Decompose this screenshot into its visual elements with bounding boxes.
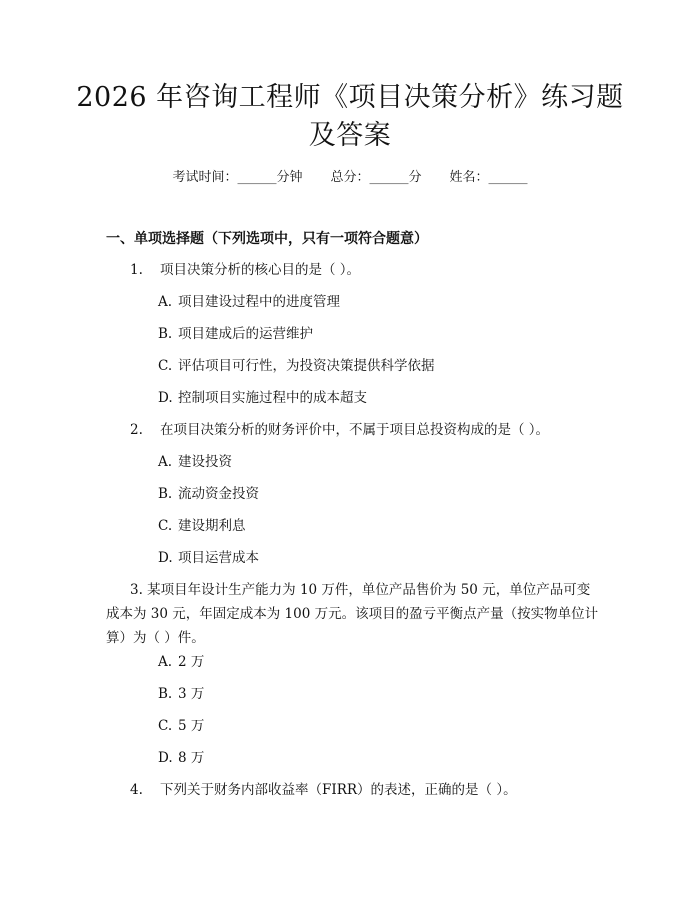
option-text: 项目运营成本	[178, 550, 259, 566]
option-letter: D.	[158, 550, 173, 566]
option-text: 项目建设过程中的进度管理	[178, 294, 340, 310]
question-1-option-b	[158, 323, 313, 345]
question-2-option-c	[158, 515, 246, 537]
question-1-option-d	[158, 387, 367, 409]
option-letter: C.	[158, 358, 173, 374]
option-letter: B.	[158, 326, 173, 342]
exam-time-label: 考试时间：______分钟	[172, 170, 303, 185]
option-text: 流动资金投资	[178, 486, 259, 502]
document-title-line-1: 2026 年咨询工程师《项目决策分析》练习题	[76, 82, 624, 113]
option-letter: D.	[158, 750, 173, 766]
question-1-option-a	[158, 291, 340, 313]
option-text: 2 万	[178, 654, 205, 670]
option-letter: A.	[158, 294, 173, 310]
option-text: 建设投资	[178, 454, 232, 470]
option-letter: D.	[158, 390, 173, 406]
question-number: 1.	[130, 262, 143, 278]
section-heading-single-choice: 一、单项选择题（下列选项中，只有一项符合题意）	[106, 231, 428, 247]
question-1-option-c	[158, 355, 435, 377]
name-label: 姓名：______	[449, 170, 528, 185]
option-letter: C.	[158, 718, 173, 734]
question-2-option-a	[158, 451, 232, 473]
document-title-line-2: 及答案	[308, 120, 392, 151]
option-text: 5 万	[178, 718, 205, 734]
option-letter: B.	[158, 486, 173, 502]
question-text: 成本为 30 元，年固定成本为 100 万元。该项目的盈亏平衡点产量（按实物单位计	[106, 606, 599, 622]
option-text: 建设期利息	[178, 518, 246, 534]
total-score-label: 总分：______分	[330, 170, 422, 185]
option-letter: C.	[158, 518, 173, 534]
option-text: 项目建成后的运营维护	[178, 326, 313, 342]
question-text: 项目决策分析的核心目的是（ ）。	[160, 262, 361, 278]
question-3-option-a	[158, 651, 204, 673]
option-text: 控制项目实施过程中的成本超支	[178, 390, 367, 406]
question-3-option-d	[158, 747, 204, 769]
option-text: 8 万	[178, 750, 205, 766]
question-number: 2.	[130, 422, 143, 438]
option-text: 3 万	[178, 686, 205, 702]
question-3-option-c	[158, 715, 204, 737]
question-3-option-b	[158, 683, 204, 705]
option-letter: A.	[158, 654, 173, 670]
option-letter: B.	[158, 686, 173, 702]
question-text: 算）为（ ）件。	[106, 630, 205, 646]
question-number: 4.	[130, 782, 143, 798]
question-2-option-d	[158, 547, 259, 569]
question-2-option-b	[158, 483, 259, 505]
option-letter: A.	[158, 454, 173, 470]
question-text: 在项目决策分析的财务评价中，不属于项目总投资构成的是（ ）。	[160, 422, 550, 438]
exam-info-row	[0, 168, 700, 188]
option-text: 评估项目可行性，为投资决策提供科学依据	[178, 358, 435, 374]
question-text: 3. 某项目年设计生产能力为 10 万件，单位产品售价为 50 元，单位产品可变	[130, 582, 591, 598]
question-text: 下列关于财务内部收益率（FIRR）的表述，正确的是（ ）。	[160, 782, 517, 798]
